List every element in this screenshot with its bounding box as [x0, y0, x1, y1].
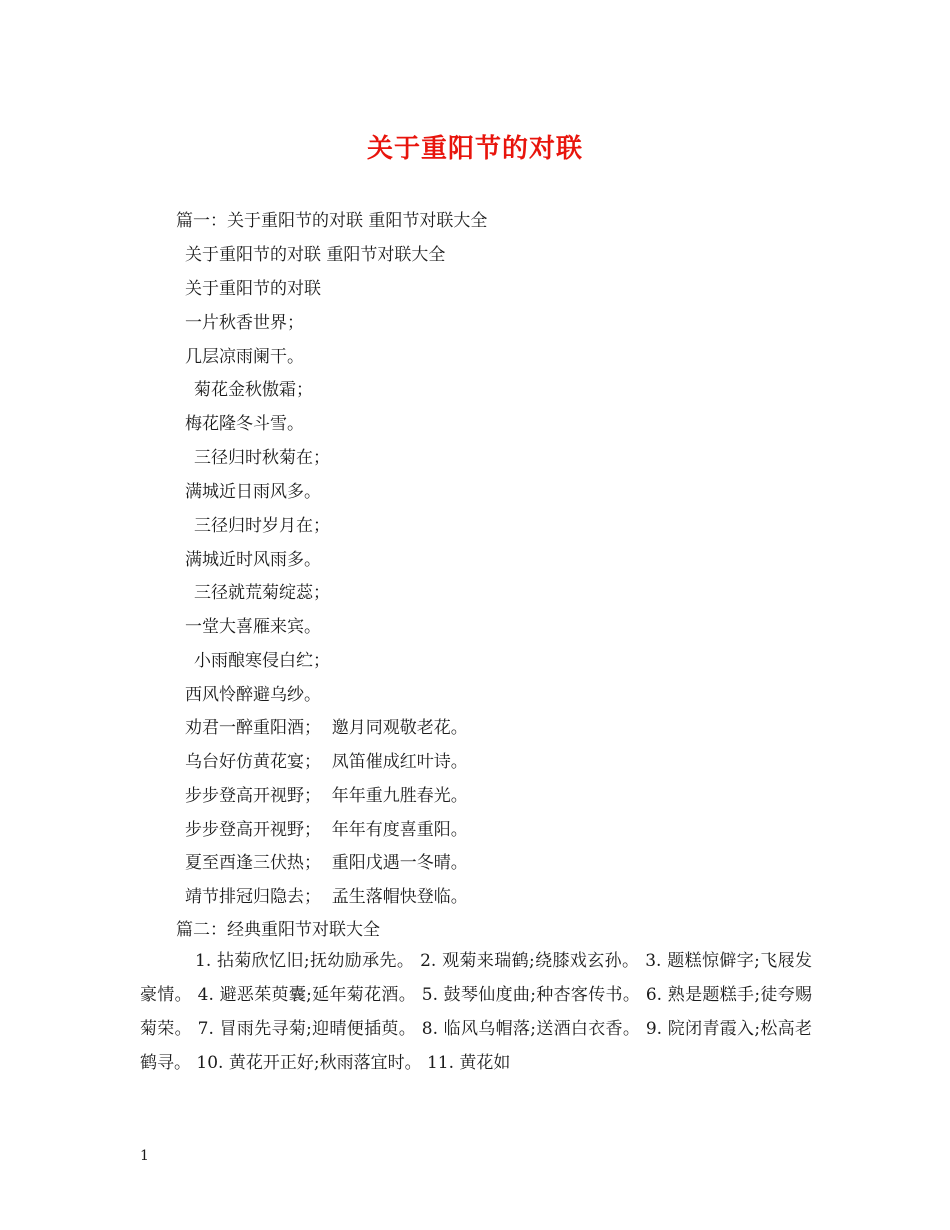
text-line: 关于重阳节的对联 重阳节对联大全 [185, 245, 446, 265]
text-line: 西风怜醉避乌纱。 [185, 685, 321, 705]
text-line: 三径就荒菊绽蕊； [194, 583, 330, 603]
text-line: 乌台好仿黄花宴； 凤笛催成红叶诗。 [185, 752, 468, 772]
text-line: 劝君一醉重阳酒； 邀月同观敬老花。 [185, 718, 468, 738]
text-line: 菊花金秋傲霜； [194, 380, 313, 400]
text-line: 靖节排冠归隐去； 孟生落帽快登临。 [185, 887, 468, 907]
text-line: 步步登高开视野； 年年有度喜重阳。 [185, 820, 468, 840]
text-line: 满城近日雨风多。 [185, 482, 321, 502]
text-line: 步步登高开视野； 年年重九胜春光。 [185, 786, 468, 806]
text-line: 几层凉雨阑干。 [185, 347, 304, 367]
text-line: 一堂大喜雁来宾。 [185, 617, 321, 637]
text-line: 小雨酿寒侵白纻； [194, 651, 330, 671]
document-title: 关于重阳节的对联 [366, 134, 583, 164]
text-line: 篇一：关于重阳节的对联 重阳节对联大全 [176, 211, 488, 231]
text-line: 关于重阳节的对联 [185, 279, 321, 299]
body-paragraph: 1. 拈菊欣忆旧;抚幼励承先。 2. 观菊来瑞鹤;绕膝戏玄孙。 3. 题糕惊僻字;飞屐发豪情。 4. 避恶茱萸囊;延年菊花酒。 5. 鼓琴仙度曲;种杏客传书。 6. 熟是题糕手;徒夸赐菊荣。 7. 冒雨先寻菊;迎晴便插萸。 8. 临风乌帽落;送酒白衣香。 9. 院闭青霞入;松高老鹤寻。 10. 黄花开正好;秋雨落宜时。 11. 黄花如 [140, 951, 812, 1073]
text-line: 一片秋香世界； [185, 313, 304, 333]
text-line: 满城近时风雨多。 [185, 550, 321, 570]
text-line: 夏至酉逢三伏热； 重阳戊遇一冬晴。 [185, 853, 468, 873]
text-line: 三径归时秋菊在； [194, 448, 330, 468]
section-heading: 篇二：经典重阳节对联大全 [176, 920, 380, 940]
text-line: 梅花隆冬斗雪。 [185, 414, 304, 434]
text-line: 三径归时岁月在； [194, 516, 330, 536]
page-number: 1 [140, 1148, 149, 1164]
